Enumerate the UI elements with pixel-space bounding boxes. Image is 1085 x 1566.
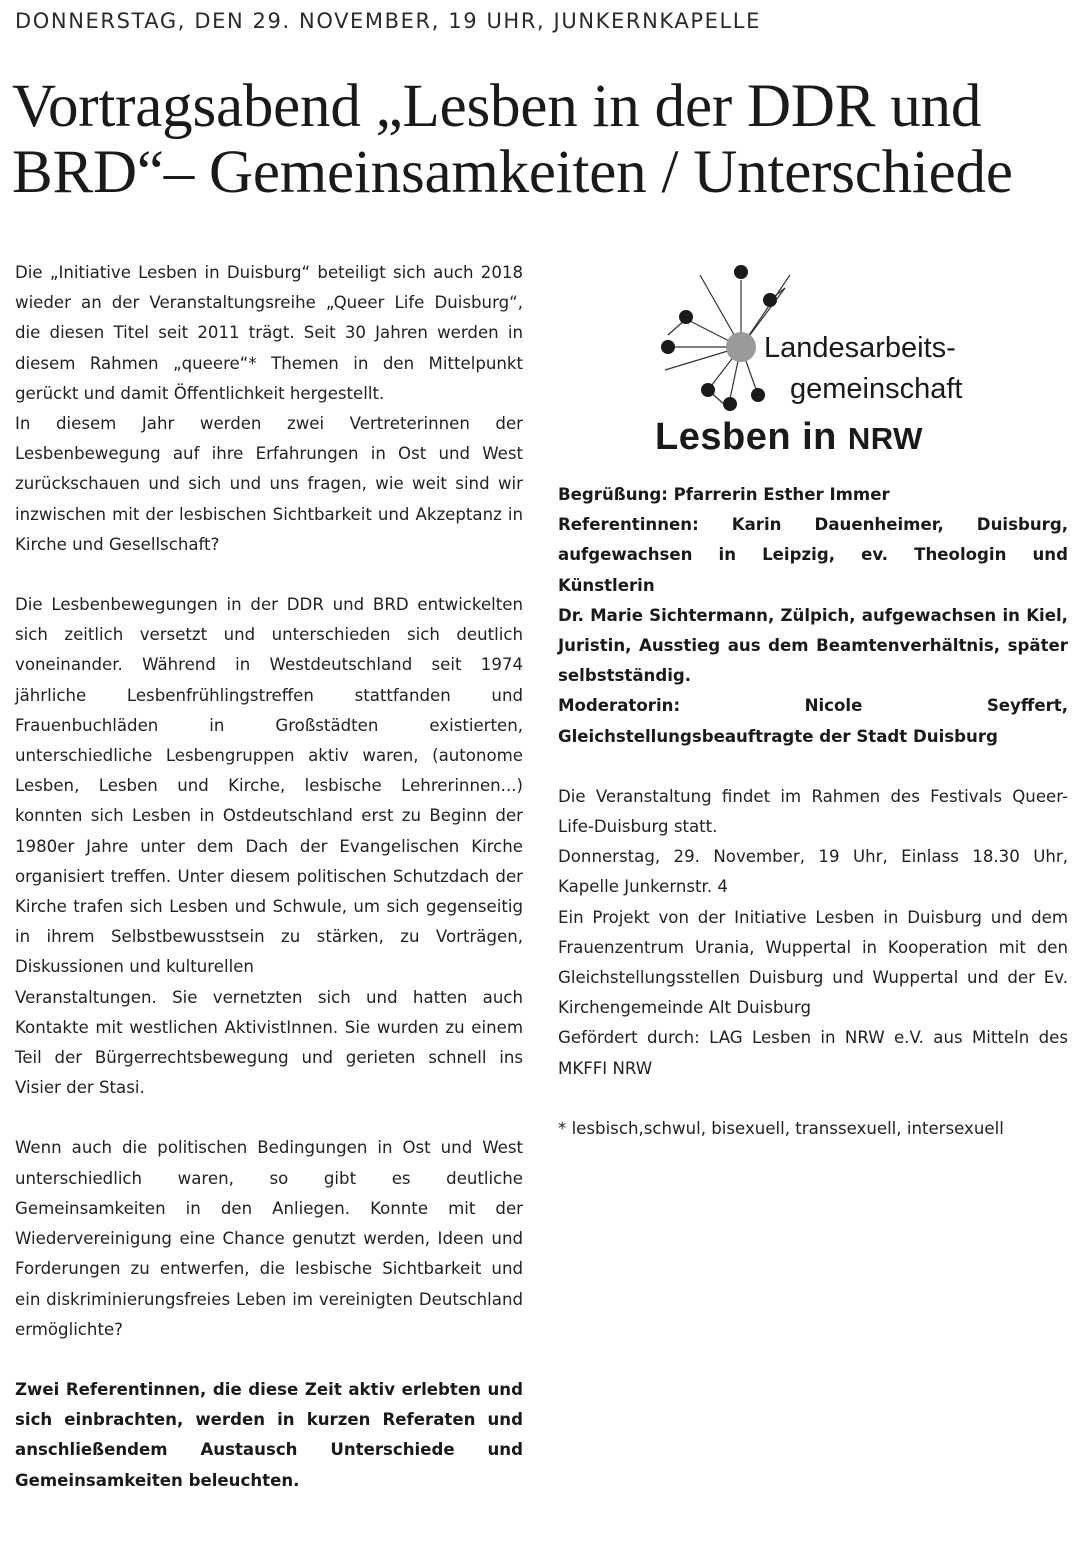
paragraph-gap (15, 1103, 523, 1133)
project-line: Ein Projekt von der Initiative Lesben in Duisburg und dem Frauenzentrum Urania, Wuppertal in Kooperation mit den Gleichstellungsstellen Duisburg und Wuppertal und der Ev. Kirchengemeinde Alt Duisburg (558, 907, 1068, 1018)
moderator-line: Moderatorin: Nicole Seyffert, Gleichstellungsbeauftragte der Stadt Duisburg (558, 696, 1068, 746)
funding-line: Gefördert durch: LAG Lesben in NRW e.V. aus Mitteln des MKFFI NRW (558, 1028, 1068, 1078)
speaker-karin: Referentinnen: Karin Dauenheimer, Duisburg, aufgewachsen in Leipzig, ev. Theologin und Künstlerin (558, 515, 1068, 595)
speaker-marie: Dr. Marie Sichtermann, Zülpich, aufgewachsen in Kiel, Juristin, Ausstieg aus dem Beamtenverhältnis, später selbstständig. (558, 605, 1068, 686)
greeting-line: Begrüßung: Pfarrerin Esther Immer (558, 485, 890, 504)
paragraph-gap (558, 752, 1068, 782)
logo-text-line3 (655, 416, 923, 459)
footnote: * lesbisch,schwul, bisexuell, transsexuell, intersexuell (558, 1118, 1004, 1138)
logo-center-dot (726, 332, 756, 362)
logo-text-line1: Landesarbeits- (764, 332, 956, 364)
question-paragraph: In diesem Jahr werden zwei Vertreterinnen der Lesbenbewegung auf ihre Erfahrungen in Ost und West zurückschauen und sich und uns fragen, wie weit sind wir inzwischen mit der lesbischen Sichtbarkeit und Akzeptanz in Kirche und Gesellschaft? (15, 414, 523, 554)
right-column (558, 480, 1068, 1144)
network-paragraph: Veranstaltungen. Sie vernetzten sich und hatten auch Kontakte mit westlichen AktivistInnen. Sie wurden zu einem Teil der Bürgerrechtsbewegung und gerieten schnell ins Visier der Stasi. (15, 987, 523, 1098)
left-column (15, 258, 523, 1496)
datetime-line: Donnerstag, 29. November, 19 Uhr, Einlass 18.30 Uhr, Kapelle Junkernstr. 4 (558, 847, 1068, 897)
festival-line: Die Veranstaltung findet im Rahmen des Festivals Queer-Life-Duisburg statt. (558, 786, 1068, 837)
paragraph-gap (15, 560, 523, 590)
logo-text-line2: gemeinschaft (790, 373, 963, 405)
article-title: Vortragsabend „Lesben in der DDR und BRD“– Gemeinsamkeiten / Unterschiede (12, 73, 1013, 206)
logo-text-lesben: Lesben in (655, 416, 848, 458)
lag-logo (640, 250, 1000, 465)
speakers-teaser: Zwei Referentinnen, die diese Zeit aktiv erlebten und sich einbrachten, werden in kurzen Referaten und anschließendem Austausch Unterschiede und Gemeinsamkeiten beleuchten. (15, 1379, 523, 1490)
commonalities-paragraph: Wenn auch die politischen Bedingungen in Ost und West unterschiedlich waren, so gibt es deutliche Gemeinsamkeiten in den Anliegen. Konnte mit der Wiedervereinigung eine Chance genutzt werden, Ideen und Forderungen zu entwerfen, die lesbische Sichtbarkeit und ein diskriminierungsfreies Leben im vereinigten Deutschland ermöglichte? (15, 1138, 523, 1339)
paragraph-gap (15, 1345, 523, 1375)
intro-paragraph: Die „Initiative Lesben in Duisburg“ beteiligt sich auch 2018 wieder an der Veranstaltungsreihe „Queer Life Duisburg“, die diesen Titel seit 2011 trägt. Seit 30 Jahren werden in diesem Rahmen „queere“* Themen in den Mittelpunkt gerückt und damit Öffentlichkeit hergestellt. (15, 263, 523, 403)
paragraph-gap (558, 1084, 1068, 1114)
history-paragraph: Die Lesbenbewegungen in der DDR und BRD entwickelten sich zeitlich versetzt und unterschieden sich deutlich voneinander. Während in Westdeutschland seit 1974 jährliche Lesbenfrühlingstreffen stattfanden und Frauenbuchläden in Großstädten existierten, unterschiedliche Lesbengruppen aktiv waren, (autonome Lesben, Lesben und Kirche, lesbische Lehrerinnen...) konnten sich Lesben in Ostdeutschland erst zu Beginn der 1980er Jahre unter dem Dach der Evangelischen Kirche organisiert treffen. Unter diesem politischen Schutzdach der Kirche trafen sich Lesben und Schwule, um sich gegenseitig in ihrem Selbstbewusstsein zu stärken, zu Vorträgen, Diskussionen und kulturellen (15, 595, 523, 977)
logo-text-nrw: NRW (847, 421, 923, 456)
event-kicker: DONNERSTAG, DEN 29. NOVEMBER, 19 UHR, JUNKERNKAPELLE (15, 9, 761, 33)
